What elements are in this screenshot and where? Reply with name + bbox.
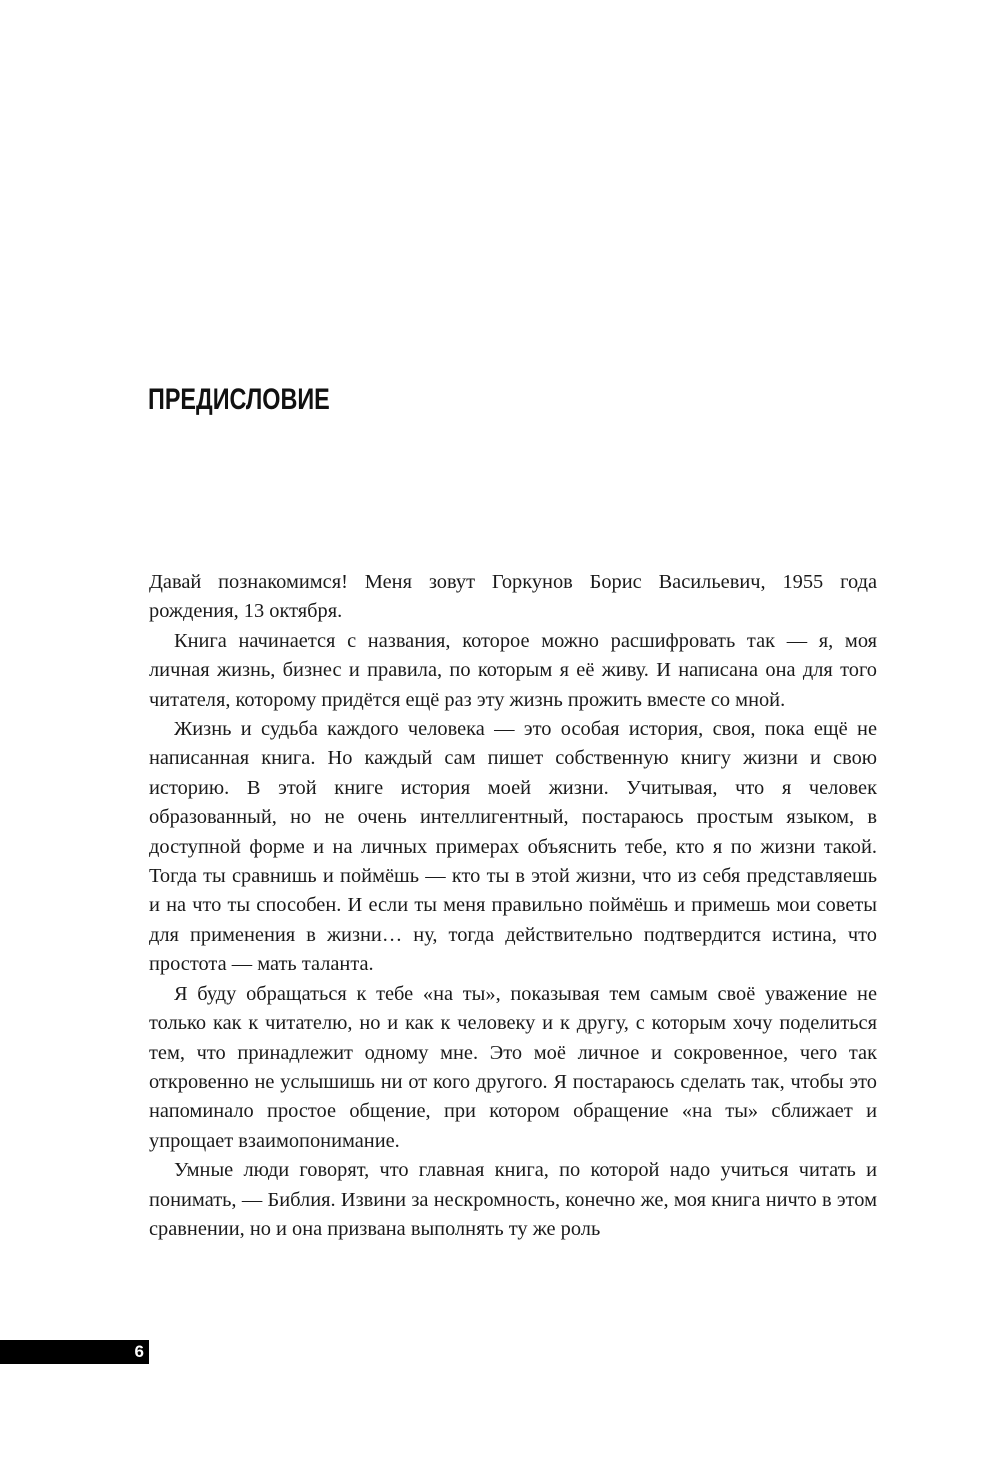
paragraph-5: Умные люди говорят, что главная книга, по которой надо учиться читать и понимать, — Библия. Извини за нескромность, конечно же, моя книга ничто в этом сравнении, но и она призвана выполнять ту же роль	[149, 1159, 877, 1240]
paragraph-1: Давай познакомимся! Меня зовут Горкунов Борис Васильевич, 1955 года рождения, 13 октября.	[149, 571, 877, 623]
paragraph-4: Я буду обращаться к тебе «на ты», показывая тем самым своё уважение не только как к читателю, но и как к человеку и к другу, с которым хочу поделиться тем, что принадлежит одному мне. Это моё личное и сокровенное, чего так откровенно не услышишь ни от кого другого. Я постараюсь сделать так, чтобы это напоминало простое общение, при котором обращение «на ты» сближает и упрощает взаимопонимание.	[149, 982, 877, 1152]
page-number: 6	[134, 1342, 144, 1361]
chapter-title: ПРЕДИСЛОВИЕ	[148, 383, 330, 416]
paragraph-3: Жизнь и судьба каждого человека — это особая история, своя, пока ещё не написанная книга. Но каждый сам пишет собственную книгу жизни и свою историю. В этой книге история моей жизни. Учитывая, что я человек образованный, но не очень интеллигентный, постараюсь простым языком, в доступной форме и на личных примерах объяснить тебе, кто я по жизни такой. Тогда ты сравнишь и поймёшь — кто ты в этой жизни, что из себя представляешь и на что ты способен. И если ты меня правильно поймёшь и примешь мои советы для применения в жизни… ну, тогда действительно подтвердится истина, что простота — мать таланта.	[149, 718, 877, 976]
body-text	[149, 568, 877, 1244]
paragraph-2: Книга начинается с названия, которое можно расшифровать так — я, моя личная жизнь, бизнес и правила, по которым я её живу. И написана она для того читателя, которому придётся ещё раз эту жизнь прожить вместе со мной.	[149, 629, 877, 711]
page-number-tab	[0, 1340, 149, 1364]
